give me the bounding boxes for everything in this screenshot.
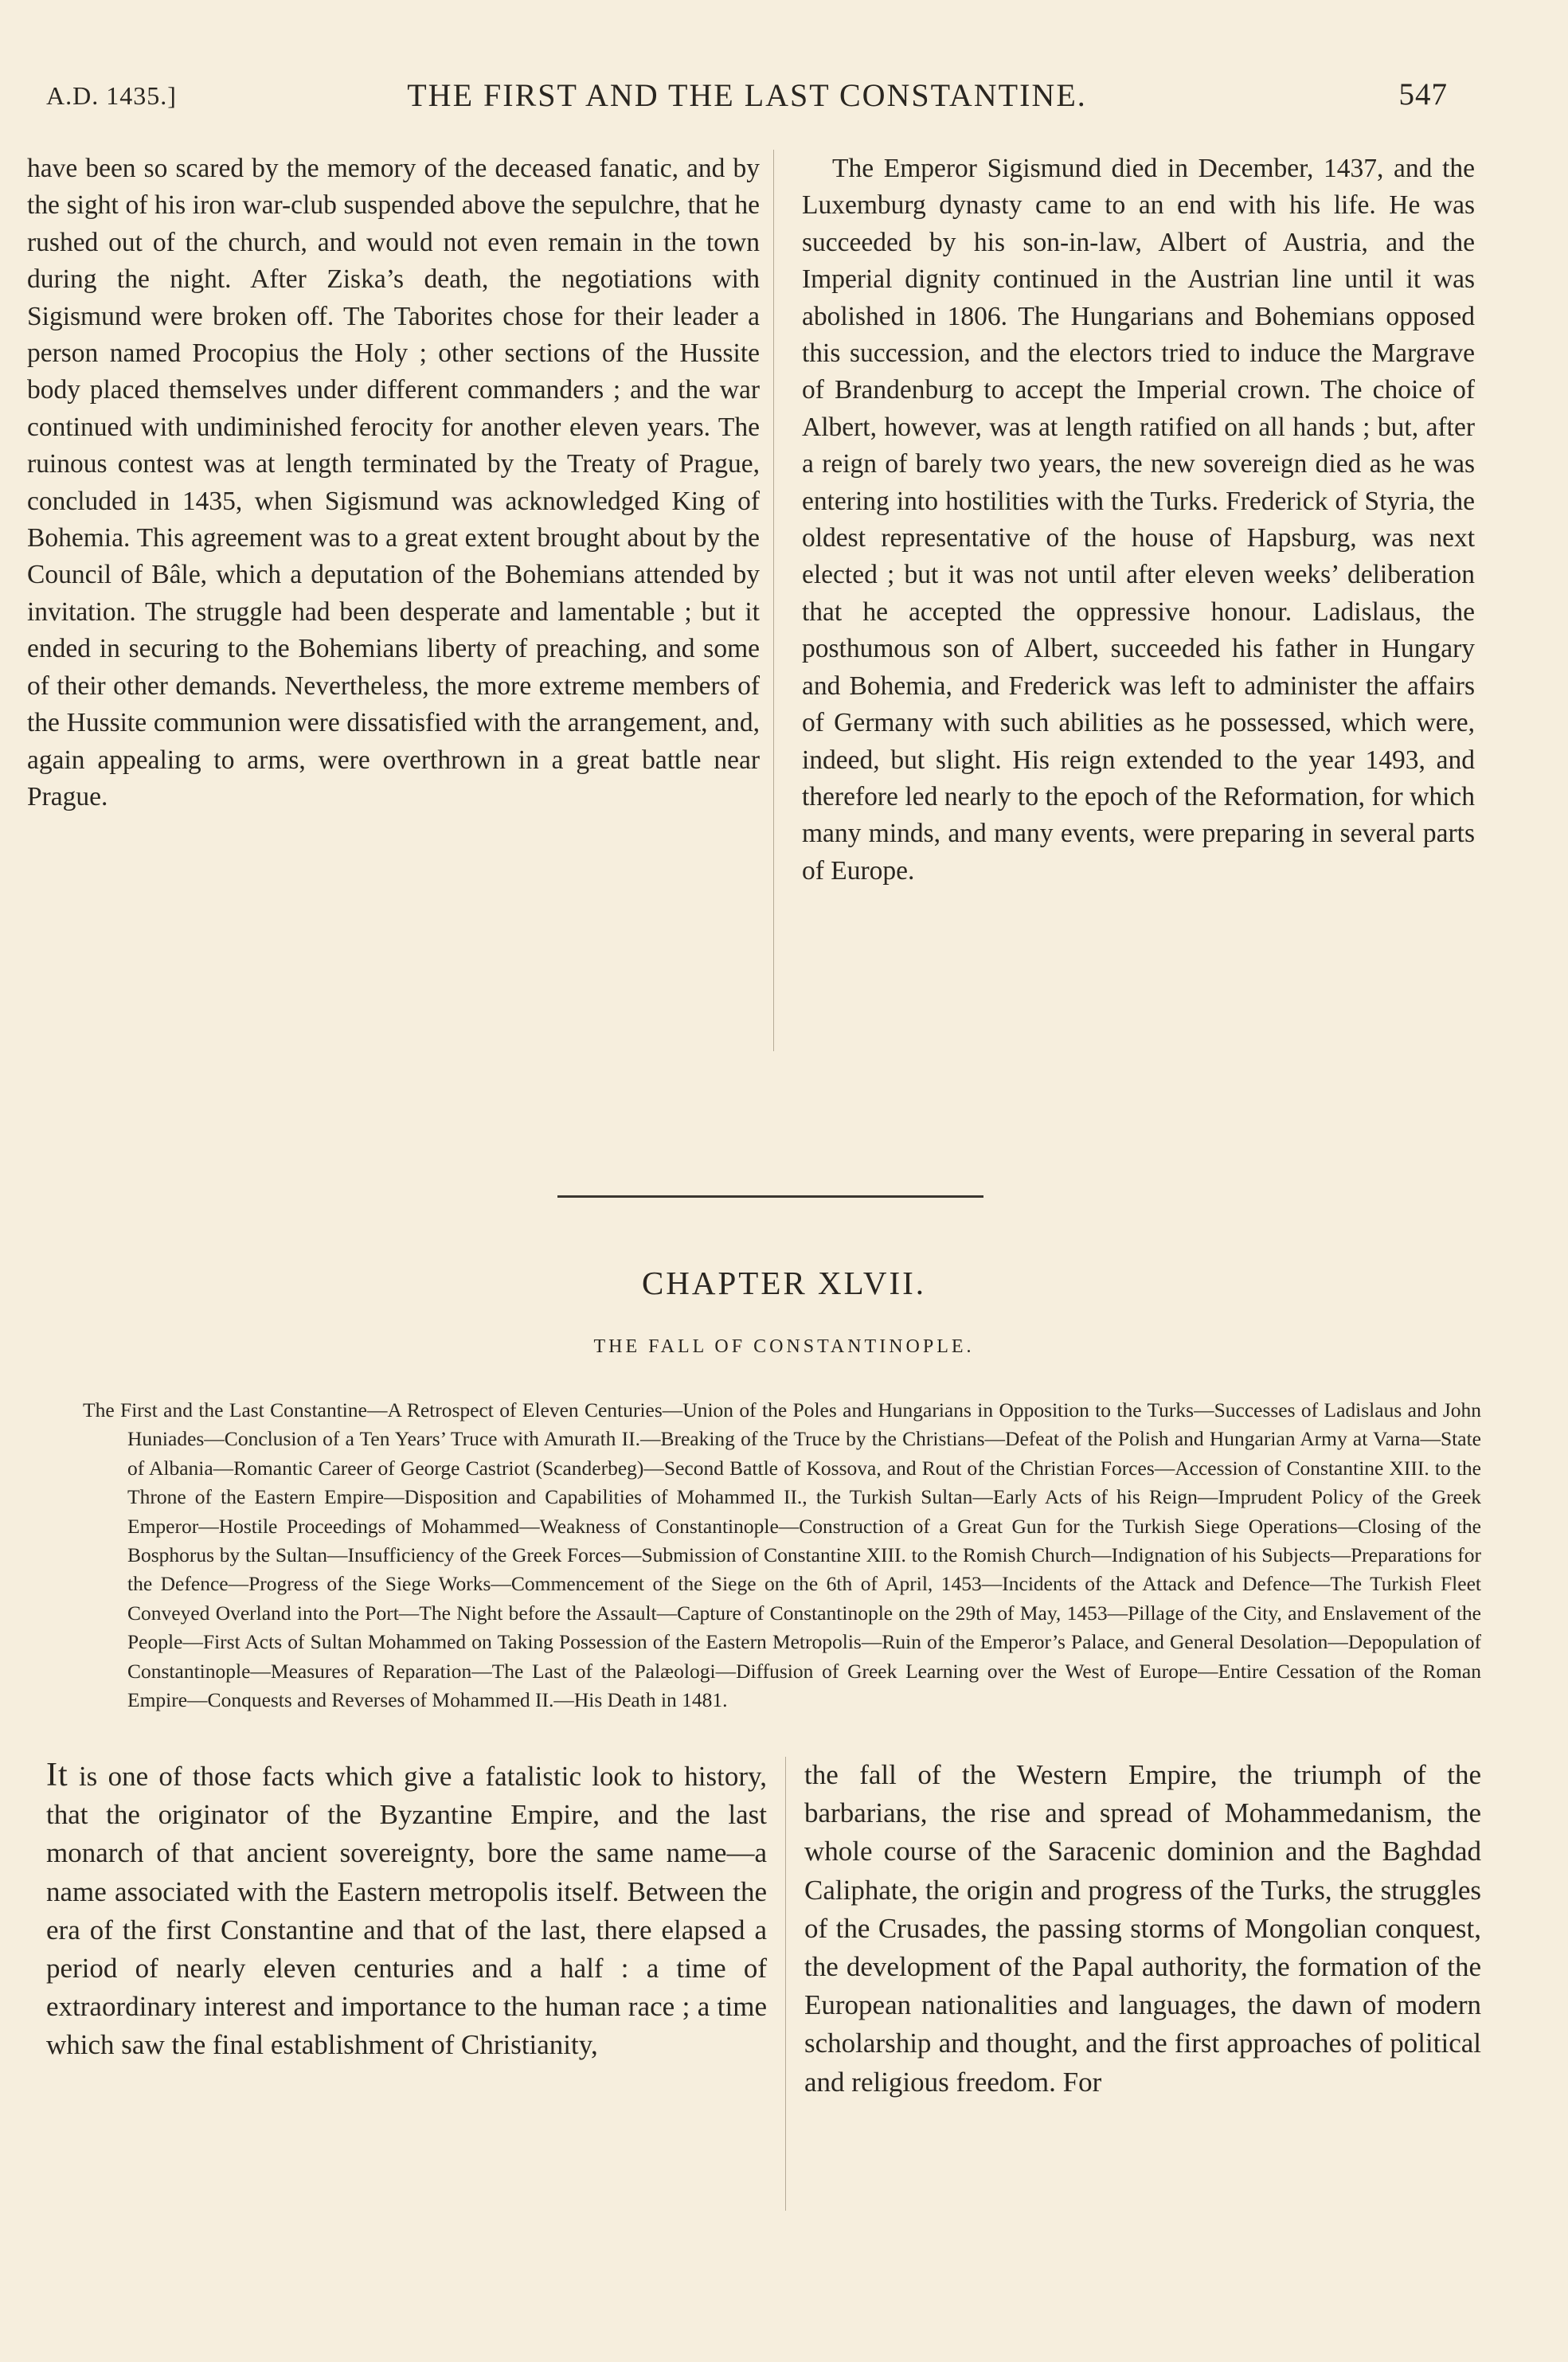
page-number: 547 bbox=[1398, 77, 1448, 111]
chapter-title: THE FALL OF CONSTANTINOPLE. bbox=[593, 1336, 975, 1357]
running-head-date: A.D. 1435.] bbox=[46, 81, 177, 110]
top-right-column bbox=[802, 151, 1475, 890]
top-right-paragraph: The Emperor Sigismund died in December, 1437, and the Luxemburg dynasty came to an end with his life. He was succeeded by his son-in-law, Albert of Austria, and the Imperial dignity continued in the Austrian line until it was abolished in 1806. The Hungarians and Bohemians opposed this succession, and the electors tried to induce the Margrave of Brandenburg to accept the Imperial crown. The choice of Albert, however, was at length ratified on all hands ; but, after a reign of barely two years, the new sovereign died as he was entering into hostilities with the Turks. Frederick of Styria, the oldest representative of the house of Hapsburg, was next elected ; but it was not until after eleven weeks’ deliberation that he accepted the oppressive honour. Ladislaus, the posthumous son of Albert, succeeded his father in Hungary and Bohemia, and Frederick was left to administer the affairs of Germany with such abilities as he possessed, which were, indeed, but slight. His reign extended to the year 1493, and therefore led nearly to the epoch of the Reformation, for which many minds, and many events, were preparing in several parts of Europe. bbox=[802, 154, 1475, 886]
running-head bbox=[46, 76, 1448, 124]
column-divider bbox=[785, 1757, 786, 2211]
opening-word: It bbox=[46, 1757, 68, 1793]
bottom-left-text: is one of those facts which give a fatalistic look to history, that the originator of the Byzantine Empire, and the last monarch of that ancient sovereignty, bore the same name—a name associated with the Eastern metropolis itself. Between the era of the first Constantine and that of the last, there elapsed a period of nearly eleven centuries and a half : a time of extraordinary interest and importance to the human race ; a time which saw the final establishment of Christianity, bbox=[46, 1761, 767, 2061]
chapter-synopsis: The First and the Last Constantine—A Retrospect of Eleven Centuries—Union of the Poles and Hungarians in Opposition to the Turks—Successes of Ladislaus and John Huniades—Conclusion of a Ten Years’ Truce with Amurath II.—Breaking of the Truce by the Christians—Defeat of the Polish and Hungarian Army at Varna—State of Albania—Romantic Career of George Castriot (Scanderbeg)—Second Battle of Kossova, and Rout of the Christian Forces—Accession of Constantine XIII. to the Throne of the Eastern Empire—Disposition and Capabilities of Mohammed II., the Turkish Sultan—Early Acts of his Reign—Imprudent Policy of the Greek Emperor—Hostile Proceedings of Mohammed—Weakness of Constantinople—Construction of a Great Gun for the Turkish Siege Operations—Closing of the Bosphorus by the Sultan—Insufficiency of the Greek Forces—Submission of Constantine XIII. to the Romish Church—Indignation of his Subjects—Preparations for the Defence—Progress of the Siege Works—Commencement of the Siege on the 6th of April, 1453—Incidents of the Attack and Defence—The Turkish Fleet Conveyed Overland into the Port—The Night before the Assault—Capture of Constantinople on the 29th of May, 1453—Pillage of the City, and Enslavement of the People—First Acts of Sultan Mohammed on Taking Possession of the Eastern Metropolis—Ruin of the Emperor’s Palace, and General Desolation—Depopulation of Constantinople—Measures of Reparation—The Last of the Palæologi—Diffusion of Greek Learning over the West of Europe—Entire Cessation of the Roman Empire—Conquests and Reverses of Mohammed II.—His Death in 1481. bbox=[83, 1398, 1481, 1712]
bottom-left-column bbox=[46, 1756, 767, 2065]
column-divider bbox=[773, 150, 774, 1051]
top-left-column bbox=[27, 151, 760, 815]
running-head-title: THE FIRST AND THE LAST CONSTANTINE. bbox=[407, 77, 1087, 113]
bottom-right-column bbox=[804, 1756, 1481, 2102]
bottom-left-paragraph bbox=[46, 1756, 767, 2065]
top-left-paragraph: have been so scared by the memory of the deceased fanatic, and by the sight of his iron war-club suspended above the sepulchre, that he rushed out of the church, and would not even remain in the town during the night. After Ziska’s death, the negotiations with Sigismund were broken off. The Taborites chose for their leader a person named Procopius the Holy ; other sections of the Hussite body placed themselves under different commanders ; and the war continued with undiminished ferocity for another eleven years. The ruinous contest was at length terminated by the Treaty of Prague, concluded in 1435, when Sigismund was acknowledged King of Bohemia. This agreement was to a great extent brought about by the Council of Bâle, which a deputation of the Bohemians attended by invitation. The struggle had been desperate and lamentable ; but it ended in securing to the Bohemians liberty of preaching, and some of their other demands. Nevertheless, the more extreme members of the Hussite communion were dissatisfied with the arrangement, and, again appealing to arms, were overthrown in a great battle near Prague. bbox=[27, 154, 760, 811]
chapter-number: CHAPTER XLVII. bbox=[641, 1265, 927, 1301]
section-rule bbox=[557, 1195, 983, 1198]
bottom-right-paragraph: the fall of the Western Empire, the triumph of the barbarians, the rise and spread of Mohammedanism, the whole course of the Saracenic dominion and the Baghdad Caliphate, the origin and progress of the Turks, the struggles of the Crusades, the passing storms of Mongolian conquest, the development of the Papal authority, the formation of the European nationalities and languages, the dawn of modern scholarship and thought, and the first approaches of political and religious freedom. For bbox=[804, 1759, 1481, 2098]
